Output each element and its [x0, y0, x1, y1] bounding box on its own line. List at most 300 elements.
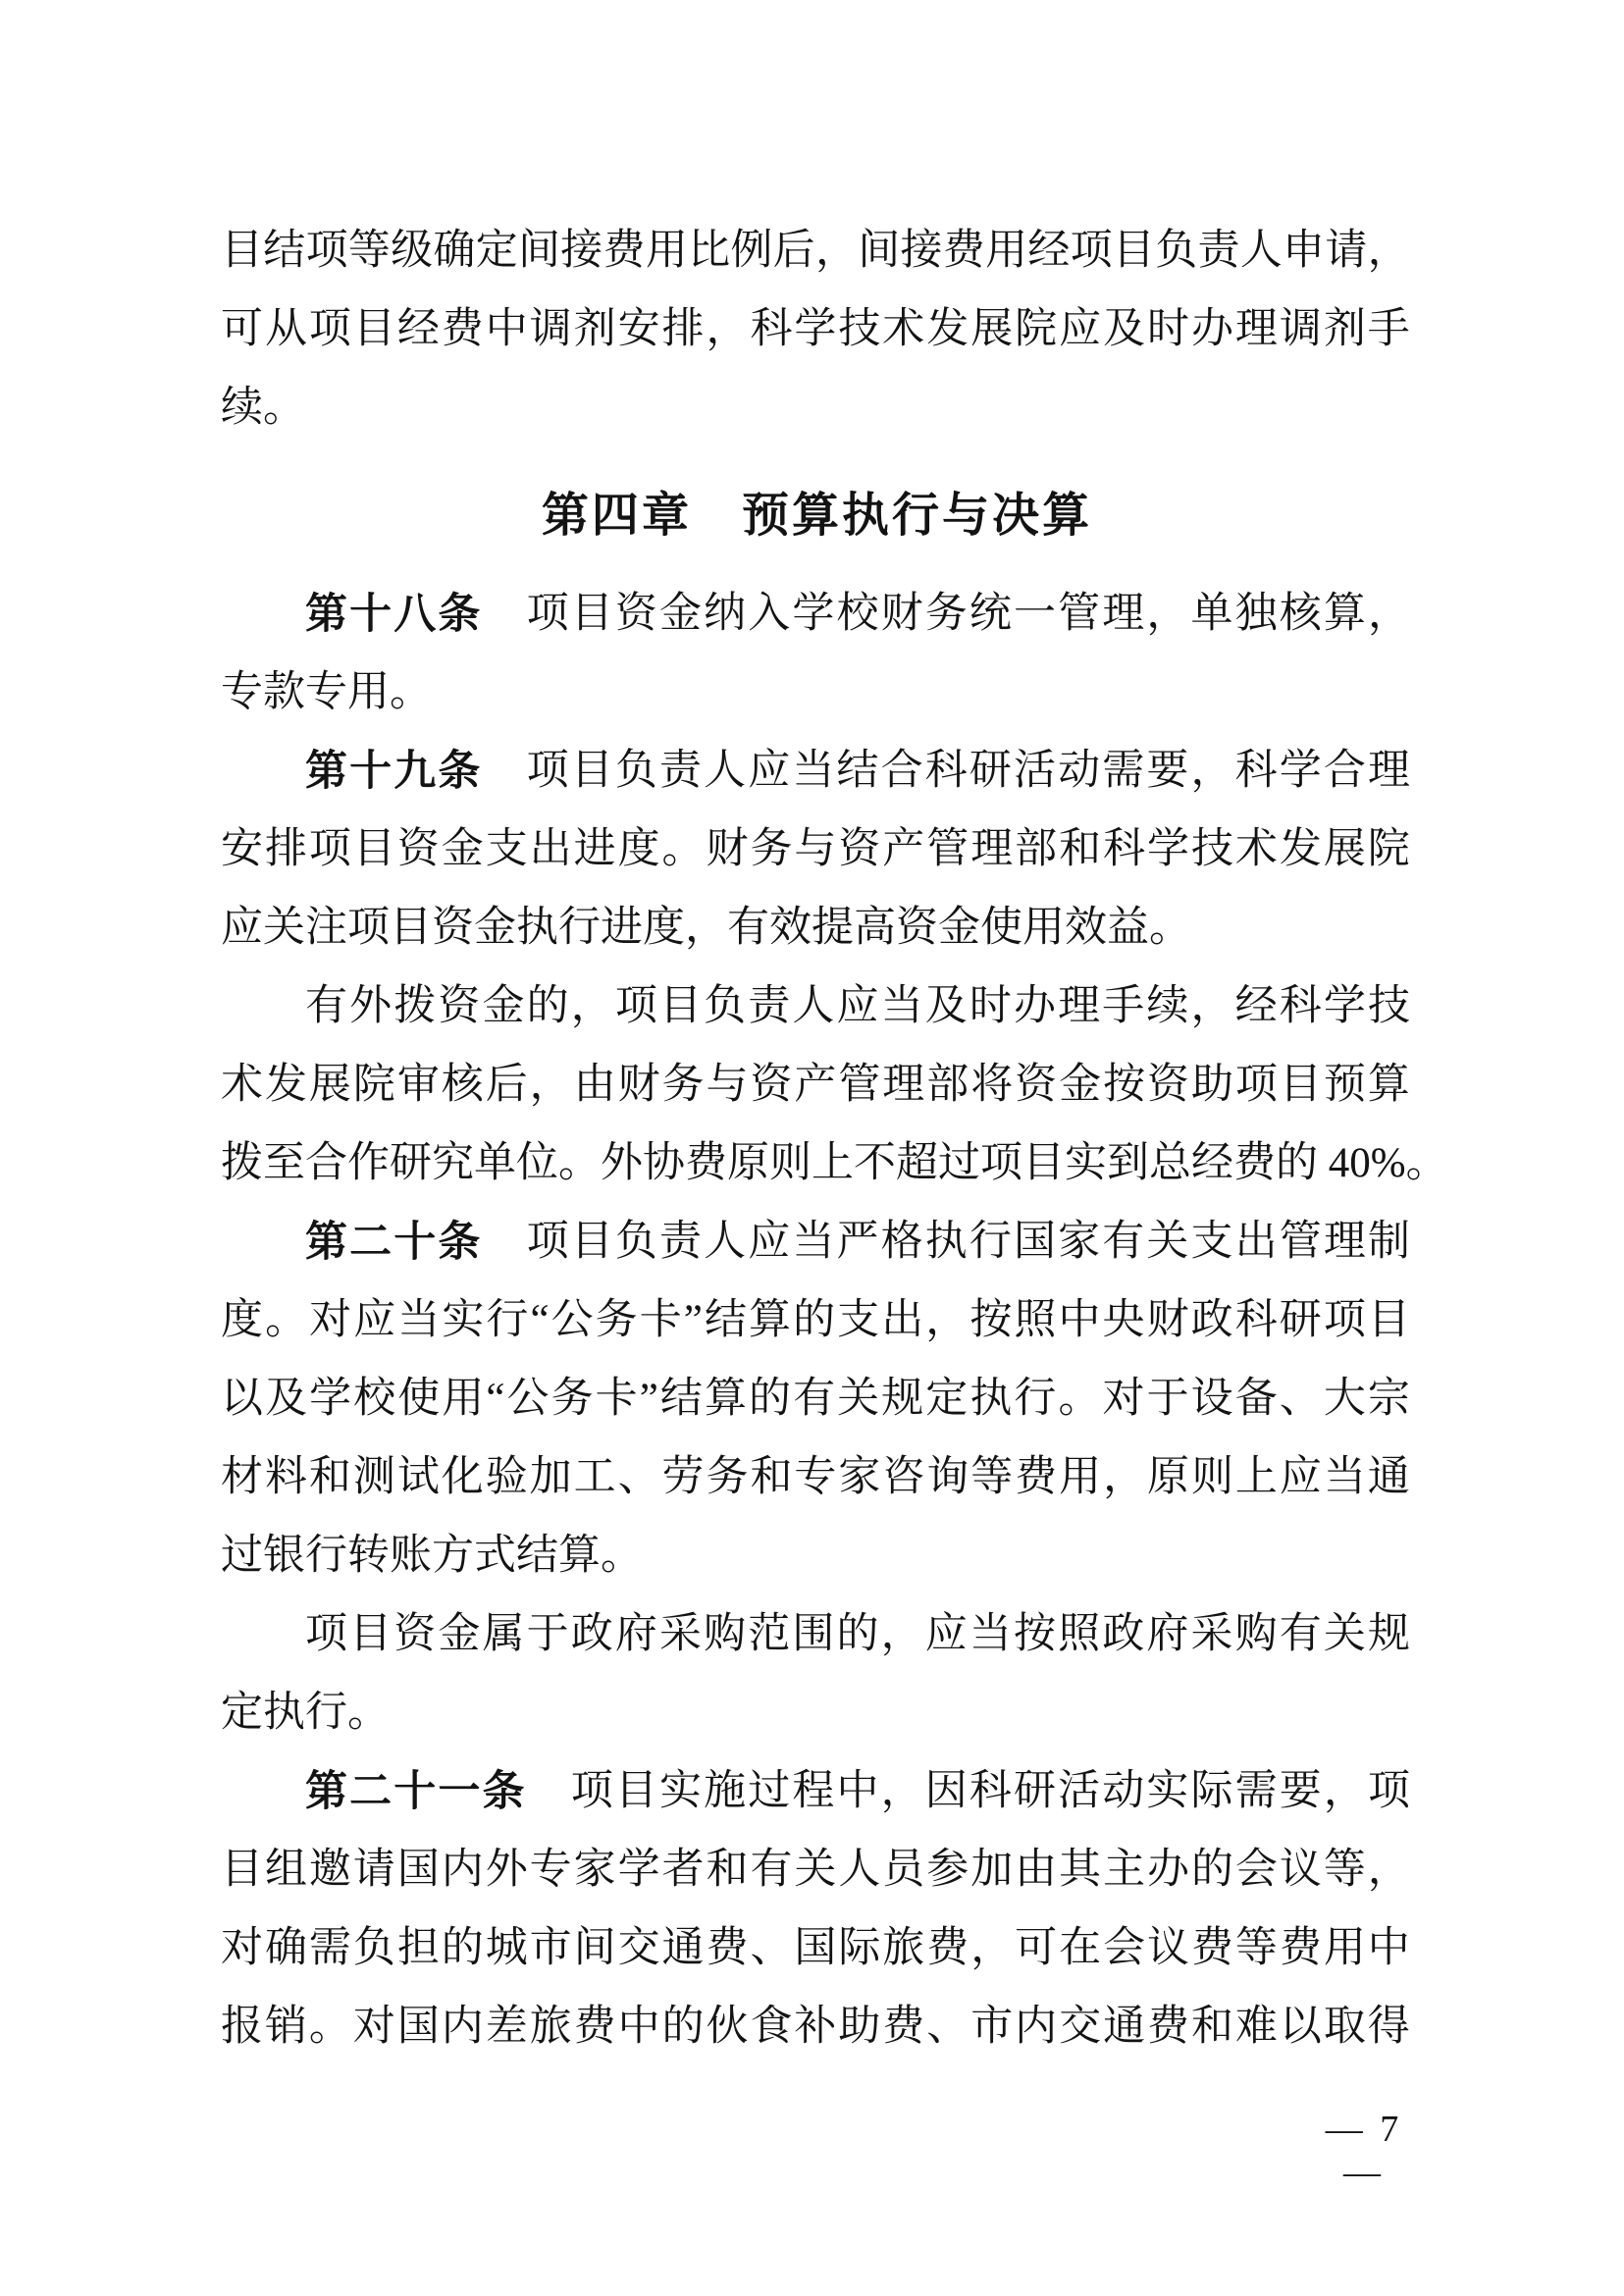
glyph: 用: [985, 228, 1028, 274]
glyph: 支: [485, 826, 528, 872]
glyph: 效: [769, 905, 812, 951]
glyph: 应: [1279, 1454, 1322, 1500]
glyph: 应: [353, 1297, 396, 1343]
glyph: 预: [1323, 1062, 1366, 1108]
glyph: 执: [516, 905, 558, 951]
glyph: 。: [558, 1140, 601, 1186]
glyph: 要: [1146, 748, 1189, 794]
glyph: 应: [1059, 306, 1102, 352]
glyph: 过: [748, 1768, 791, 1814]
glyph: 拨: [393, 983, 437, 1029]
glyph: 时: [1147, 306, 1190, 352]
glyph: 需: [1234, 1768, 1278, 1814]
glyph: 施: [704, 1768, 747, 1814]
glyph: [1318, 1124, 1329, 1203]
glyph: 中: [485, 306, 528, 352]
glyph: 益: [1107, 905, 1149, 951]
glyph: 科: [1234, 748, 1278, 794]
glyph: 算: [1042, 489, 1090, 542]
glyph: 规: [881, 1376, 924, 1422]
glyph: 中: [1058, 1297, 1101, 1343]
glyph: 按: [969, 1297, 1013, 1343]
glyph: 。: [390, 669, 432, 715]
glyph: 后: [772, 228, 815, 274]
glyph: 采: [659, 1611, 702, 1657]
glyph: 应: [221, 905, 263, 951]
glyph: 公: [506, 1376, 550, 1422]
glyph: 和: [706, 1847, 749, 1893]
glyph: 审: [396, 1062, 440, 1108]
glyph: 负: [1155, 228, 1198, 274]
glyph: 实: [442, 1297, 485, 1343]
glyph: 费: [942, 228, 985, 274]
glyph: 接: [560, 228, 603, 274]
glyph: 实: [659, 1768, 702, 1814]
glyph: 务: [550, 1376, 594, 1422]
glyph: 术: [882, 306, 925, 352]
glyph: ，: [1323, 1768, 1366, 1814]
glyph: 目: [1279, 1062, 1322, 1108]
glyph: 以: [1279, 2004, 1322, 2050]
glyph: 调: [1279, 306, 1322, 352]
glyph: 料: [264, 1454, 307, 1500]
glyph: 外: [601, 1140, 643, 1186]
glyph: ，: [1368, 591, 1410, 637]
glyph: 项: [1234, 1062, 1278, 1108]
glyph: 算: [791, 489, 839, 542]
glyph: 单: [474, 1140, 516, 1186]
glyph: 核: [441, 1062, 484, 1108]
glyph: 一: [438, 1768, 481, 1815]
glyph: 试: [396, 1454, 440, 1500]
glyph: ，: [925, 1297, 969, 1343]
glyph: 。: [308, 2004, 351, 2050]
glyph: 资: [1015, 1062, 1058, 1108]
glyph: 科: [1279, 983, 1322, 1029]
glyph: 排: [661, 306, 705, 352]
glyph: 目: [352, 306, 395, 352]
text-line: [221, 810, 1410, 889]
glyph: 的: [793, 1297, 836, 1343]
glyph: 目: [1022, 1140, 1065, 1186]
glyph: 动: [1102, 1768, 1145, 1814]
glyph: 项: [570, 1768, 613, 1814]
glyph: 购: [704, 1611, 747, 1657]
glyph: 负: [352, 1925, 395, 1971]
glyph: 有: [305, 983, 347, 1029]
glyph: 章: [641, 489, 689, 542]
glyph: 参: [926, 1847, 969, 1893]
glyph: 中: [617, 2004, 660, 2050]
glyph: 制: [1368, 1219, 1410, 1265]
glyph: 央: [1102, 1297, 1145, 1343]
glyph: 进: [573, 826, 616, 872]
glyph: 执: [969, 1376, 1013, 1422]
glyph: 理: [1323, 1219, 1366, 1265]
glyph: 务: [924, 591, 968, 637]
glyph: 确: [433, 228, 476, 274]
glyph: 安: [617, 306, 660, 352]
glyph: 发: [1279, 826, 1322, 872]
glyph: 十: [393, 1219, 437, 1266]
glyph: 当: [792, 748, 835, 794]
glyph: 询: [926, 1454, 969, 1500]
glyph: ，: [570, 983, 613, 1029]
glyph: 经: [396, 306, 440, 352]
text-line: [221, 1752, 1410, 1831]
glyph: 难: [1234, 2004, 1278, 2050]
glyph: ，: [1367, 228, 1410, 274]
glyph: 十: [349, 748, 393, 795]
text-line: [221, 1046, 1410, 1124]
glyph: 第: [305, 1219, 347, 1266]
glyph: 程: [792, 1768, 835, 1814]
glyph: ，: [1190, 983, 1233, 1029]
glyph: 第: [305, 1768, 347, 1815]
text-line: [221, 653, 1410, 732]
glyph: 国: [396, 2004, 440, 2050]
glyph: 展: [1323, 826, 1366, 872]
text-line: [221, 290, 1410, 369]
glyph: 当: [397, 1297, 441, 1343]
glyph: 校: [353, 1376, 396, 1422]
glyph: 经: [1234, 983, 1278, 1029]
glyph: 助: [1190, 1062, 1233, 1108]
glyph: 有: [793, 1376, 836, 1422]
glyph: 费: [441, 306, 484, 352]
text-line: [221, 1203, 1410, 1281]
glyph: 可: [1015, 1925, 1058, 1971]
glyph: 款: [263, 669, 305, 715]
glyph: ，: [1367, 1847, 1410, 1893]
glyph: 责: [1197, 228, 1240, 274]
glyph: ”: [639, 1376, 658, 1422]
glyph: 人: [704, 748, 747, 794]
glyph: 支: [837, 1297, 880, 1343]
glyph: 用: [645, 228, 688, 274]
glyph: 目: [1112, 228, 1155, 274]
glyph: 管: [1058, 591, 1101, 637]
glyph: 大: [1323, 1376, 1366, 1422]
glyph: 关: [1323, 1611, 1366, 1657]
glyph: 专: [221, 669, 263, 715]
glyph: 可: [221, 306, 263, 352]
glyph: 费: [926, 1925, 969, 1971]
glyph: 应: [748, 1219, 791, 1265]
glyph: 费: [706, 1925, 749, 1971]
glyph: “: [486, 1376, 505, 1422]
glyph: 学: [1147, 826, 1190, 872]
glyph: 术: [1234, 826, 1278, 872]
glyph: 。: [601, 1533, 643, 1579]
glyph: 注: [305, 905, 347, 951]
glyph: 申: [1283, 228, 1326, 274]
glyph: 通: [1103, 2004, 1146, 2050]
glyph: 用: [1022, 905, 1065, 951]
glyph: 使: [397, 1376, 441, 1422]
text-line: [221, 1909, 1410, 1988]
glyph: 中: [836, 1768, 879, 1814]
glyph: 费: [685, 1140, 727, 1186]
glyph: 目: [352, 826, 395, 872]
glyph: 报: [221, 2004, 263, 2050]
glyph: 政: [1102, 1611, 1145, 1657]
glyph: 需: [308, 1925, 351, 1971]
glyph: 照: [1014, 1297, 1057, 1343]
glyph: 对: [352, 2004, 395, 2050]
glyph: 部: [1015, 826, 1058, 872]
glyph: 当: [1323, 1454, 1366, 1500]
glyph: 会: [1103, 1925, 1146, 1971]
glyph: 实: [1146, 1768, 1189, 1814]
glyph: 4: [1328, 1140, 1350, 1186]
glyph: 专: [529, 1847, 572, 1893]
glyph: 项: [1323, 1297, 1366, 1343]
glyph: 负: [614, 1219, 657, 1265]
glyph: 院: [1367, 826, 1410, 872]
glyph: 等: [1323, 1847, 1366, 1893]
glyph: 及: [924, 983, 968, 1029]
glyph: 间: [858, 228, 901, 274]
glyph: 宗: [1367, 1376, 1410, 1422]
glyph: 的: [1190, 1847, 1233, 1893]
glyph: 严: [836, 1219, 879, 1265]
glyph: 卡: [639, 1297, 682, 1343]
glyph: 提: [812, 905, 854, 951]
glyph: 人: [792, 983, 835, 1029]
glyph: 伙: [706, 2004, 749, 2050]
glyph: 按: [1103, 1062, 1146, 1108]
glyph: 、: [1279, 1376, 1322, 1422]
glyph: 十: [349, 591, 393, 638]
glyph: 校: [836, 591, 879, 637]
glyph: 定: [221, 1690, 263, 1736]
glyph: 到: [1107, 1140, 1149, 1186]
glyph: 项: [980, 1140, 1022, 1186]
glyph: 邀: [308, 1847, 351, 1893]
glyph: 金: [438, 1611, 481, 1657]
glyph: 协: [643, 1140, 685, 1186]
glyph: 产: [794, 1062, 837, 1108]
glyph: 转: [347, 1533, 390, 1579]
glyph: 议: [1147, 1925, 1190, 1971]
glyph: %: [1370, 1140, 1406, 1186]
glyph: 目: [390, 905, 432, 951]
glyph: 算: [749, 1297, 791, 1343]
glyph: 其: [1059, 1847, 1102, 1893]
glyph: 需: [1102, 748, 1145, 794]
glyph: 银: [263, 1533, 305, 1579]
glyph: 二: [349, 1219, 393, 1266]
glyph: 的: [441, 1925, 484, 1971]
glyph: 和: [1190, 2004, 1233, 2050]
glyph: 出: [1234, 1219, 1278, 1265]
glyph: 关: [837, 1376, 880, 1422]
glyph: 属: [482, 1611, 525, 1657]
glyph: 会: [1234, 1847, 1278, 1893]
glyph: 结: [263, 228, 306, 274]
glyph: 资: [896, 905, 938, 951]
glyph: 展: [970, 306, 1014, 352]
glyph: 八: [393, 591, 437, 638]
text-line: [221, 575, 1410, 653]
glyph: 、: [750, 1925, 793, 1971]
glyph: 有: [1102, 1219, 1145, 1265]
glyph: 外: [485, 1847, 528, 1893]
glyph: 原: [1147, 1454, 1190, 1500]
glyph: “: [530, 1297, 550, 1343]
glyph: 位: [516, 1140, 558, 1186]
glyph: 学: [617, 1847, 660, 1893]
glyph: 发: [926, 306, 969, 352]
glyph: 管: [838, 1062, 881, 1108]
glyph: 际: [838, 1925, 881, 1971]
glyph: 备: [1234, 1376, 1278, 1422]
glyph: 市: [970, 2004, 1014, 2050]
glyph: ，: [970, 1925, 1014, 1971]
glyph: 加: [529, 1454, 572, 1500]
text-line: [221, 967, 1410, 1046]
glyph: 展: [308, 1062, 351, 1108]
glyph: 四: [591, 489, 639, 542]
glyph: 由: [1015, 1847, 1058, 1893]
glyph: 家: [838, 1454, 881, 1500]
glyph: 资: [838, 826, 881, 872]
glyph: 对: [1102, 1376, 1145, 1422]
glyph: 定: [475, 228, 518, 274]
glyph: 理: [1368, 748, 1410, 794]
glyph: 经: [1191, 1140, 1233, 1186]
glyph: 测: [352, 1454, 395, 1500]
glyph: 于: [1146, 1376, 1189, 1422]
glyph: 交: [1059, 2004, 1102, 2050]
glyph: 金: [938, 905, 980, 951]
glyph: 的: [661, 2004, 705, 2050]
glyph: 关: [794, 1847, 837, 1893]
glyph: 要: [1279, 1768, 1322, 1814]
glyph: 第: [305, 591, 347, 638]
page-number: — 7 —: [1325, 2109, 1403, 2193]
text-line: [221, 889, 1410, 967]
glyph: 助: [838, 2004, 881, 2050]
glyph: 经: [1027, 228, 1071, 274]
glyph: 入: [748, 591, 791, 637]
glyph: 科: [750, 306, 793, 352]
glyph: 项: [526, 591, 569, 637]
glyph: 、: [926, 2004, 969, 2050]
glyph: 第: [305, 748, 347, 795]
glyph: 卡: [595, 1376, 638, 1422]
glyph: 目: [570, 591, 613, 637]
glyph: 项: [347, 905, 390, 951]
glyph: 活: [1014, 748, 1056, 794]
glyph: 手: [1102, 983, 1145, 1029]
glyph: 咨: [882, 1454, 925, 1500]
glyph: 条: [438, 591, 481, 638]
glyph: 科: [924, 748, 968, 794]
glyph: 等: [347, 228, 391, 274]
glyph: 在: [1059, 1925, 1102, 1971]
glyph: 。: [661, 826, 705, 872]
glyph: 项: [526, 748, 569, 794]
glyph: 行: [1014, 1376, 1057, 1422]
glyph: 条: [482, 1768, 525, 1815]
glyph: 进: [601, 905, 643, 951]
glyph: 项: [308, 306, 351, 352]
glyph: 理: [1234, 306, 1278, 352]
glyph: 金: [441, 826, 484, 872]
glyph: 取: [1323, 2004, 1366, 2050]
glyph: 内: [441, 2004, 484, 2050]
glyph: [483, 732, 525, 810]
glyph: 行: [558, 905, 601, 951]
glyph: 行: [486, 1297, 529, 1343]
glyph: 得: [1367, 2004, 1410, 2050]
glyph: 定: [925, 1376, 969, 1422]
glyph: 十: [393, 1768, 437, 1815]
glyph: [483, 575, 525, 653]
glyph: 级: [391, 228, 434, 274]
glyph: 食: [750, 2004, 793, 2050]
glyph: 上: [812, 1140, 854, 1186]
glyph: 。: [263, 385, 305, 431]
glyph: 务: [595, 1297, 638, 1343]
glyph: 旅: [882, 1925, 925, 1971]
glyph: [527, 1752, 569, 1831]
glyph: 金: [1059, 1062, 1102, 1108]
glyph: 内: [441, 1847, 484, 1893]
glyph: 后: [485, 1062, 528, 1108]
glyph: 公: [550, 1297, 594, 1343]
glyph: 的: [836, 1611, 879, 1657]
glyph: 格: [880, 1219, 923, 1265]
glyph: 目: [349, 1611, 393, 1657]
glyph: 交: [617, 1925, 660, 1971]
glyph: 应: [748, 748, 791, 794]
glyph: 作: [347, 1140, 390, 1186]
glyph: 者: [661, 1847, 705, 1893]
glyph: 原: [727, 1140, 769, 1186]
glyph: 费: [1015, 1454, 1058, 1500]
glyph: 政: [1190, 1297, 1233, 1343]
glyph: 和: [308, 1454, 351, 1500]
glyph: 有: [750, 1847, 793, 1893]
glyph: 主: [1103, 1847, 1146, 1893]
glyph: 出: [881, 1297, 924, 1343]
glyph: 当: [792, 1219, 835, 1265]
glyph: 项: [305, 228, 348, 274]
glyph: 办: [1147, 1847, 1190, 1893]
glyph: 研: [390, 1140, 432, 1186]
glyph: 国: [794, 1925, 837, 1971]
glyph: 科: [969, 1768, 1012, 1814]
glyph: 。: [1149, 905, 1191, 951]
glyph: 。: [265, 1297, 308, 1343]
glyph: 。: [1405, 1140, 1448, 1186]
glyph: 则: [1190, 1454, 1233, 1500]
glyph: 担: [396, 1925, 440, 1971]
glyph: 财: [1146, 1297, 1189, 1343]
glyph: 于: [526, 1611, 569, 1657]
glyph: 例: [730, 228, 773, 274]
glyph: 资: [432, 905, 474, 951]
glyph: 总: [1149, 1140, 1191, 1186]
glyph: 行: [305, 1690, 347, 1736]
glyph: 组: [264, 1847, 307, 1893]
glyph: 合: [305, 1140, 347, 1186]
glyph: 院: [1015, 306, 1058, 352]
glyph: 资: [438, 983, 481, 1029]
